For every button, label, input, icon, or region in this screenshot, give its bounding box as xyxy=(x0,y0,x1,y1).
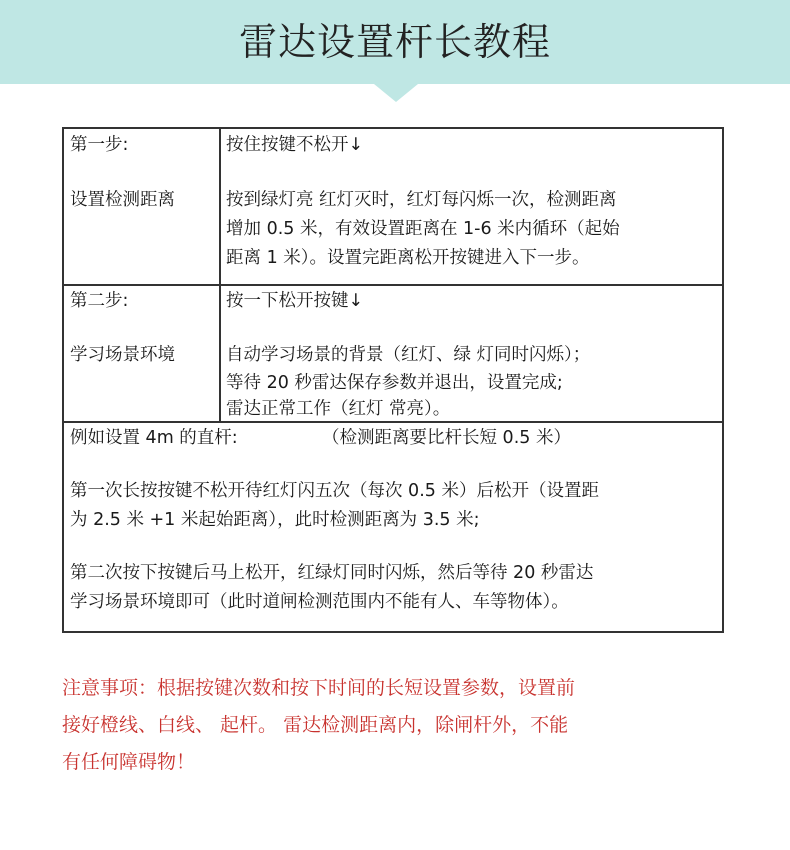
step2-action: 按一下松开按键↓ xyxy=(226,291,364,311)
step1-action: 按住按键不松开↓ xyxy=(226,135,364,155)
example-para1-line: 为 2.5 米 +1 米起始距离），此时检测距离为 3.5 米; xyxy=(70,510,480,530)
notice-line: 注意事项：根据按键次数和按下时间的长短设置参数，设置前 xyxy=(62,677,576,699)
step1-label: 第一步: xyxy=(70,135,129,155)
column-divider xyxy=(219,129,221,421)
step1-desc-line: 按到绿灯亮 红灯灭时，红灯每闪烁一次，检测距离 xyxy=(226,190,617,210)
step1-desc-line: 距离 1 米）。设置完距离松开按键进入下一步。 xyxy=(226,248,590,268)
step2-name: 学习场景环境 xyxy=(70,345,175,365)
row-divider-1 xyxy=(64,284,722,286)
page-title: 雷达设置杆长教程 xyxy=(238,20,551,64)
title-banner xyxy=(0,0,790,84)
step2-label: 第二步: xyxy=(70,291,129,311)
example-para2-line: 第二次按下按键后马上松开，红绿灯同时闪烁，然后等待 20 秒雷达 xyxy=(70,563,594,583)
step2-desc-line: 雷达正常工作（红灯 常亮）。 xyxy=(226,399,451,419)
step2-desc-line: 自动学习场景的背景（红灯、绿 灯同时闪烁）； xyxy=(226,345,591,365)
example-para1-line: 第一次长按按键不松开待红灯闪五次（每次 0.5 米）后松开（设置距 xyxy=(70,481,599,501)
notice-block xyxy=(62,670,742,781)
example-note: （检测距离要比杆长短 0.5 米） xyxy=(322,428,571,448)
example-para2-line: 学习场景环境即可（此时道闸检测范围内不能有人、车等物体）。 xyxy=(70,592,569,612)
step2-desc-line: 等待 20 秒雷达保存参数并退出，设置完成; xyxy=(226,373,563,393)
notice-line: 有任何障碍物！ xyxy=(62,751,196,773)
step1-desc-line: 增加 0.5 米，有效设置距离在 1-6 米内循环（起始 xyxy=(226,219,620,239)
instructions-table xyxy=(62,127,724,633)
example-title: 例如设置 4m 的直杆: xyxy=(70,428,238,448)
step1-name: 设置检测距离 xyxy=(70,190,175,210)
banner-pointer xyxy=(374,84,418,102)
notice-line: 接好橙线、白线、 起杆。 雷达检测距离内，除闸杆外，不能 xyxy=(62,714,569,736)
